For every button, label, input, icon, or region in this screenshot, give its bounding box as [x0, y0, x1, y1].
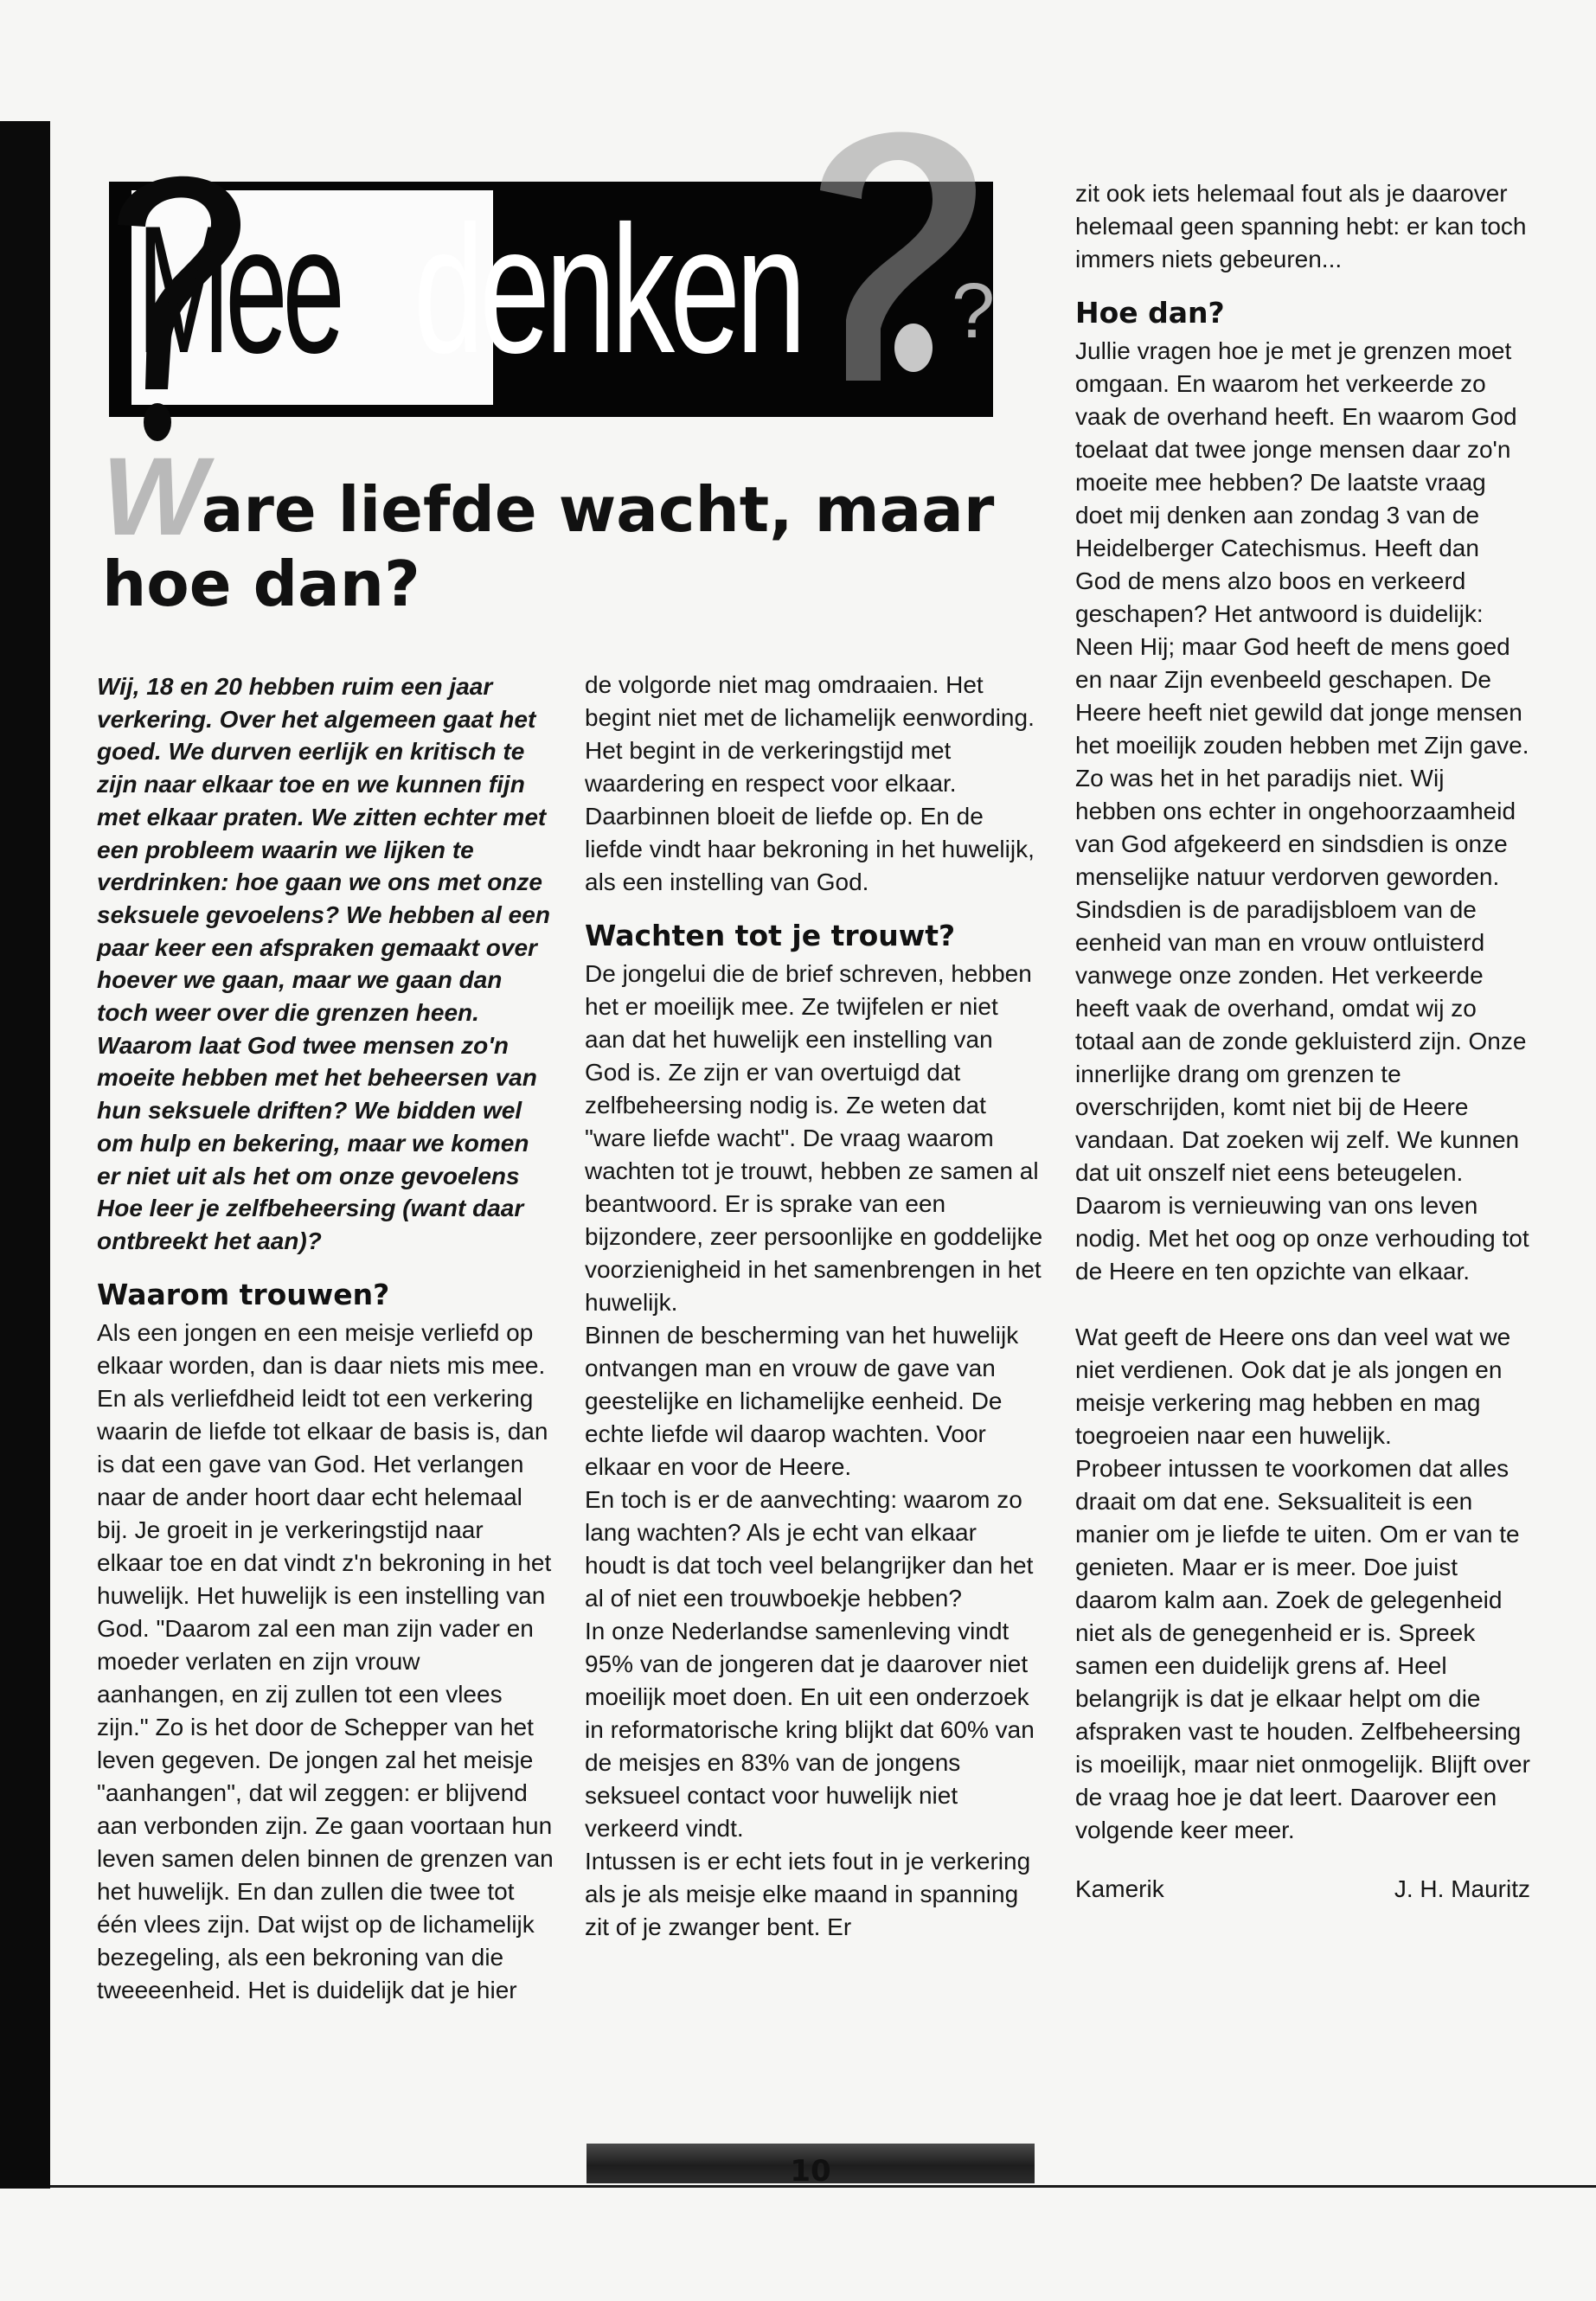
mee-denken-logo: [102, 130, 1036, 458]
section2-paragraph-1: De jongelui die de brief schreven, hebben het er moeilijk mee. Ze twijfelen er niet aan dat het huwelijk een instelling van God is. Ze zijn er van overtuigd dat zelfbeheersing nodig is. Ze weten dat "ware liefde wacht". De vraag waarom wachten tot je trouwt, hebben ze samen al beantwoord. Er is sprake van een bijzondere, zeer persoonlijke en goddelijke voorzienigheid in het samenbrengen in het huwelijk.: [585, 960, 1043, 1316]
signature-author: J. H. Mauritz: [1394, 1875, 1530, 1902]
logo-word-mee: Mee: [137, 188, 340, 391]
col3-continuation: zit ook iets helemaal fout als je daarover helemaal geen spanning hebt: er kan toch immers niets gebeuren...: [1075, 180, 1527, 272]
section2-paragraph-3: En toch is er de aanvechting: waarom zo lang wachten? Als je echt van elkaar houdt is dat toch veel belangrijker dan het al of niet een trouwboekje hebben?: [585, 1486, 1034, 1612]
signature-place: Kamerik: [1075, 1875, 1164, 1902]
page-number-bar: [586, 2144, 1035, 2189]
section-heading-waarom-trouwen: Waarom trouwen?: [97, 1277, 390, 1311]
section-heading-wachten: Wachten tot je trouwt?: [585, 919, 956, 952]
headline-drop-letter: W: [102, 435, 202, 559]
column-1: [97, 670, 554, 2007]
section-heading-hoe-dan: Hoe dan?: [1075, 296, 1225, 330]
section1-body: Als een jongen en een meisje verliefd op elkaar worden, dan is daar niets mis mee. En als verliefdheid leidt tot een verkering waarin de liefde tot elkaar de basis is, dan is dat een gave van God. Het verlangen naar de ander hoort daar echt helemaal bij. Je groeit in je verkeringstijd naar elkaar toe en dat vindt z'n bekroning in het huwelijk. Het huwelijk is een instelling van God. "Daarom zal een man zijn vader en moeder verlaten en zijn vrouw aanhangen, en zij zullen tot een vlees zijn." Zo is het door de Schepper van het leven gegeven. De jongen zal het meisje "aanhangen", dat wil zeggen: er blijvend aan verbonden zijn. Ze gaan voortaan hun leven samen delen binnen de grenzen van het huwelijk. En dan zullen die twee tot één vlees zijn. Dat wijst op de lichamelijk bezegeling, als een bekroning van die tweeeenheid. Het is duidelijk dat je hier: [97, 1318, 554, 2003]
section2-paragraph-2: Binnen de bescherming van het huwelijk ontvangen man en vrouw de gave van geestelijke en lichamelijke eenheid. De echte liefde wil daarop wachten. Voor elkaar en voor de Heere.: [585, 1322, 1019, 1480]
right-grey-dot-icon: [894, 324, 933, 372]
logo-word-denken: denken: [413, 188, 802, 391]
section2-paragraph-5: Intussen is er echt iets fout in je verkering als je als meisje elke maand in spanning zit of je zwanger bent. Er: [585, 1848, 1031, 1940]
column-3: [1075, 177, 1530, 1906]
signature-row: [1075, 1873, 1530, 1906]
small-question-mark-icon: ?: [952, 268, 996, 355]
col2-continuation: de volgorde niet mag omdraaien. Het begint niet met de lichamelijk eenwording. Het begint in de verkeringstijd met waardering en respect voor elkaar. Daarbinnen bloeit de liefde op. En de liefde vindt haar bekroning in het huwelijk, als een instelling van God.: [585, 671, 1035, 895]
section3-paragraph-2: Wat geeft de Heere ons dan veel wat we niet verdienen. Ook dat je als jongen en meisje verkering mag hebben en mag toegroeien naar een huwelijk.: [1075, 1324, 1511, 1449]
section2-paragraph-4: In onze Nederlandse samenleving vindt 95% van de jongeren dat je daarover niet moeilijk moet doen. En uit een onderzoek in reformatorische kring blijkt dat 60% van de meisjes en 83% van de jongens seksueel contact voor huwelijk niet verkeerd vindt.: [585, 1618, 1035, 1842]
article-headline: [102, 435, 1010, 621]
section3-paragraph-1: Jullie vragen hoe je met je grenzen moet omgaan. En waarom het verkeerde zo vaak de overhand heeft. En waarom God toelaat dat twee jonge mensen daar zo'n moeite mee hebben? De laatste vraag doet mij denken aan zondag 3 van de Heidelberger Catechismus. Heeft dan God de mens alzo boos en verkeerd geschapen? Het antwoord is duidelijk: Neen Hij; maar God heeft de mens goed en naar Zijn evenbeeld geschapen. De Heere heeft niet gewild dat jonge mensen het moeilijk zouden hebben met Zijn gave. Zo was het in het paradijs niet. Wij hebben ons echter in ongehoorzaamheid van God afgekeerd en sindsdien is onze menselijke natuur verdorven geworden. Sindsdien is de paradijsbloem van de eenheid van man en vrouw ontluisterd vanwege onze zonden. Het verkeerde heeft vaak de overhand, omdat wij zo totaal aan de zonde gekluisterd zijn. Onze innerlijke drang om grenzen te overschrijden, komt niet bij de Heere vandaan. Dat zoeken wij zelf. We kunnen dat uit onszelf niet eens beteugelen. Daarom is vernieuwing van ons leven nodig. Met het oog op onze verhouding tot de Heere en ten opzichte van elkaar.: [1075, 337, 1529, 1285]
column-2: [585, 669, 1043, 1944]
left-margin-bar: [0, 121, 50, 2189]
page-number: 10: [790, 2154, 831, 2189]
headline-text: are liefde wacht, maar hoe dan?: [102, 473, 995, 620]
reader-letter-intro: Wij, 18 en 20 hebben ruim een jaar verkering. Over het algemeen gaat het goed. We durven eerlijk en kritisch te zijn naar elkaar toe en we kunnen fijn met elkaar praten. We zitten echter met een probleem waarin we lijken te verdrinken: hoe gaan we ons met onze seksuele gevoelens? We hebben al een paar keer een afspraken gemaakt over hoever we gaan, maar we gaan dan toch weer over die grenzen heen. Waarom laat God twee mensen zo'n moeite hebben met het beheersen van hun seksuele driften? We bidden wel om hulp en bekering, maar we komen er niet uit als het om onze gevoelens Hoe leer je zelfbeheersing (want daar ontbreekt het aan)?: [97, 673, 550, 1254]
section3-paragraph-3: Probeer intussen te voorkomen dat alles draait om dat ene. Seksualiteit is een manier om je liefde te uiten. Om er van te genieten. Maar er is meer. Doe juist daarom kalm aan. Zoek de gelegenheid niet als de genegenheid er is. Spreek samen een duidelijk grens af. Heel belangrijk is dat je elkaar helpt om die afspraken vast te houden. Zelfbeheersing is moeilijk, maar niet onmogelijk. Blijft over de vraag hoe je dat leert. Daarover een volgende keer meer.: [1075, 1455, 1530, 1843]
